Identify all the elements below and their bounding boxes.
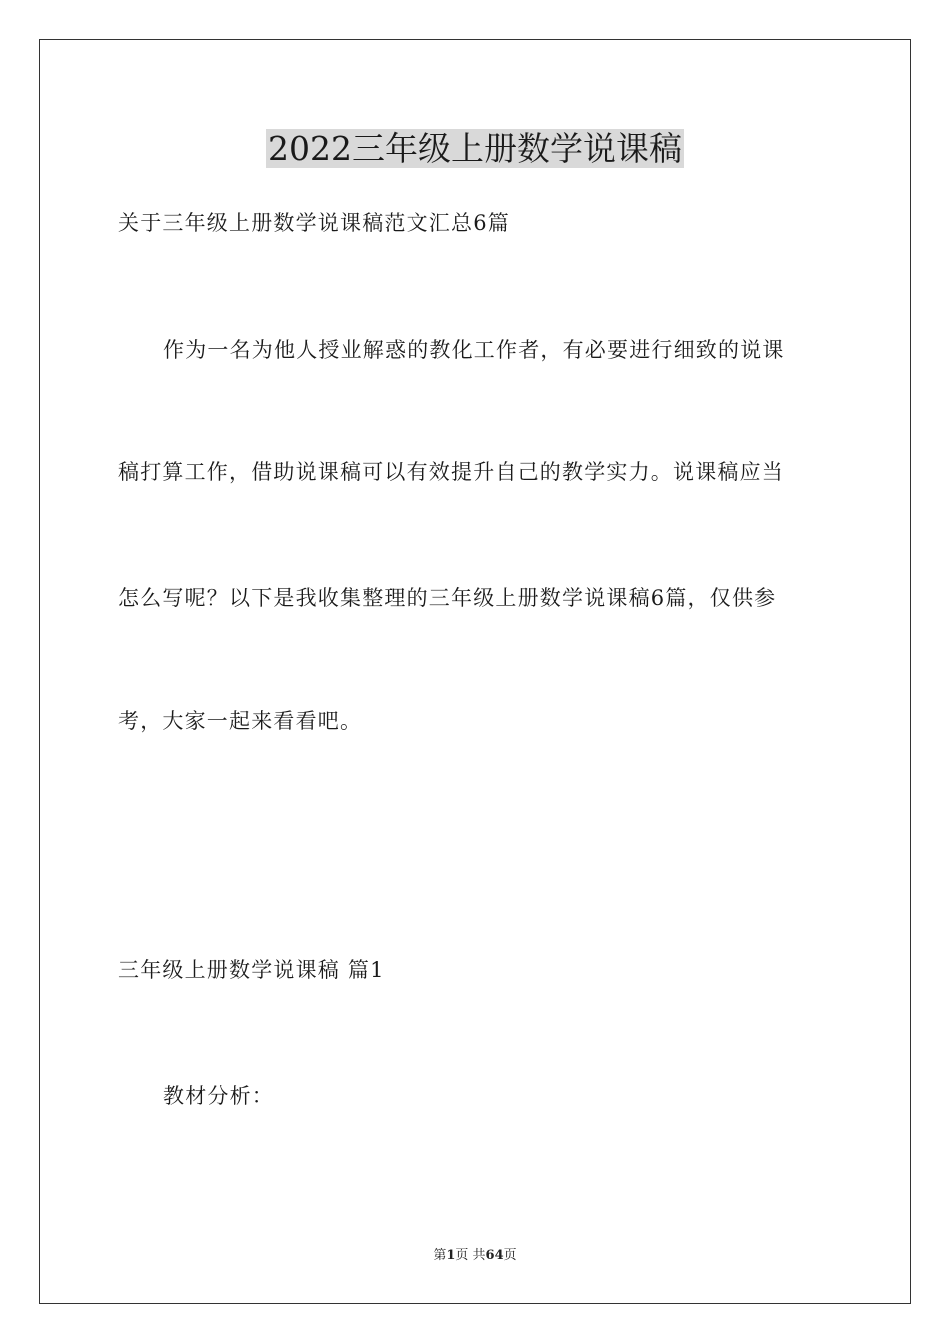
footer-page-prefix: 第 (433, 1248, 447, 1263)
footer-page-suffix: 页 (503, 1248, 517, 1263)
intro-line-4: 考，大家一起来看看吧。 (118, 709, 363, 733)
document-title-text: 2022三年级上册数学说课稿 (268, 129, 682, 168)
footer-page-total: 64 (485, 1248, 504, 1263)
document-subtitle: 关于三年级上册数学说课稿范文汇总6篇 (118, 211, 510, 235)
footer-page-mid: 页 共 (455, 1248, 486, 1263)
intro-line-2: 稿打算工作，借助说课稿可以有效提升自己的教学实力。说课稿应当 (118, 460, 784, 484)
page-footer (0, 1247, 950, 1265)
section-label: 教材分析： (163, 1084, 274, 1108)
footer-page-current: 1 (446, 1248, 456, 1263)
intro-line-3: 怎么写呢？以下是我收集整理的三年级上册数学说课稿6篇，仅供参 (118, 586, 777, 610)
section-heading: 三年级上册数学说课稿 篇1 (118, 958, 385, 982)
document-title (0, 124, 950, 174)
intro-line-1: 作为一名为他人授业解惑的教化工作者，有必要进行细致的说课 (163, 338, 785, 362)
